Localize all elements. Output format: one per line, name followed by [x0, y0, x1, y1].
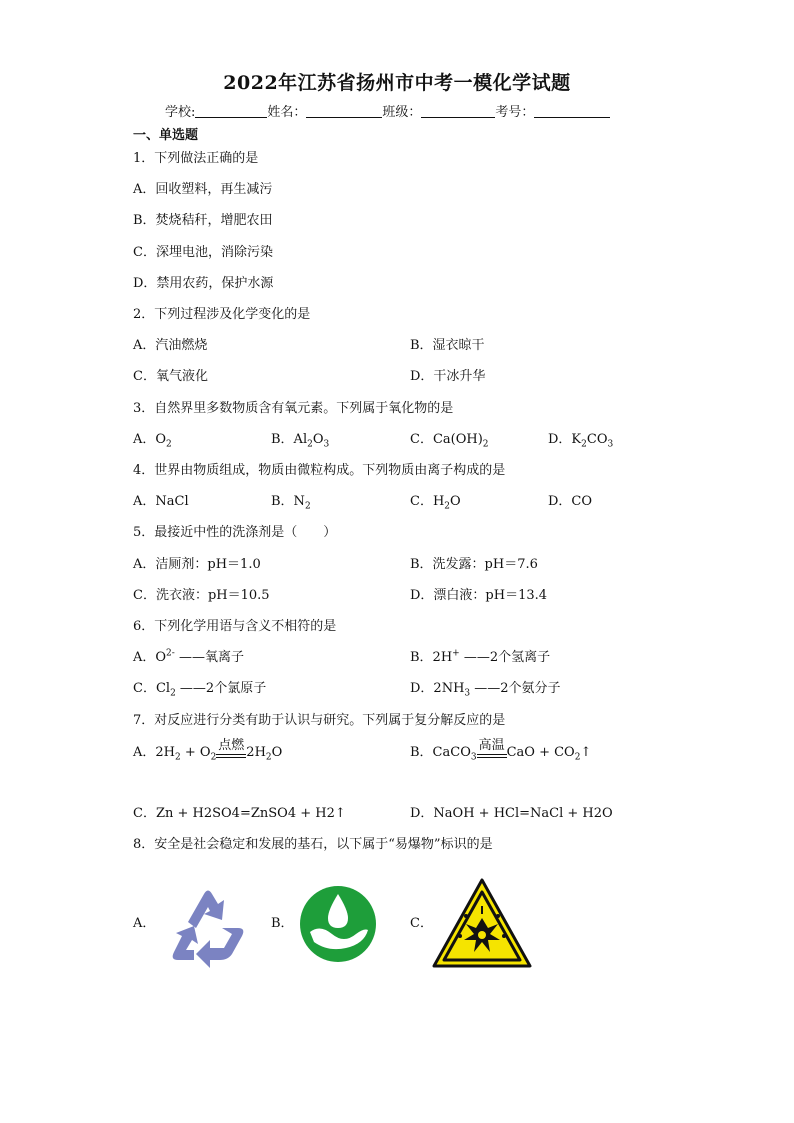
class-blank[interactable] — [421, 105, 495, 118]
q2-option-a[interactable]: A．汽油燃烧 — [133, 338, 208, 353]
q2-option-b[interactable]: B．湿衣晾干 — [410, 338, 485, 353]
q7-option-b[interactable]: B．CaCO$_3$ 高温 CaO + $CO_2↑$ — [410, 738, 592, 763]
q4-option-a[interactable]: A．NaCl — [133, 494, 189, 509]
q8-option-a-label[interactable]: A． — [133, 916, 156, 931]
number-blank[interactable] — [534, 105, 610, 118]
water-saving-symbol-icon[interactable] — [298, 884, 378, 964]
recycle-symbol-icon[interactable] — [160, 878, 256, 970]
q5-option-a[interactable]: A．洁厕剂：pH＝1.0 — [133, 557, 261, 572]
q3-option-c[interactable]: C．$Ca(OH)_2$ — [410, 432, 489, 450]
q3-option-b[interactable]: B．$Al_2O_3$ — [271, 432, 330, 450]
q6-option-a[interactable]: A．$O^{2-}$ ——氧离子 — [133, 648, 244, 665]
q4-stem: 4．世界由物质组成，物质由微粒构成。下列物质由离子构成的是 — [133, 463, 506, 478]
q3-option-d[interactable]: D．$K_2CO_3$ — [548, 432, 614, 450]
explosive-warning-symbol-icon[interactable] — [432, 878, 532, 968]
q8-stem: 8．安全是社会稳定和发展的基石，以下属于“易爆物”标识的是 — [133, 837, 493, 852]
q7-a-condition: 点燃 — [216, 738, 246, 762]
section-heading: 一、单选题 — [133, 128, 199, 143]
q7-stem: 7．对反应进行分类有助于认识与研究。下列属于复分解反应的是 — [133, 713, 506, 728]
school-label: 学校: — [165, 105, 196, 120]
q6-option-c[interactable]: C．$Cl_2$ ——2个氯原子 — [133, 681, 267, 699]
q1-option-c[interactable]: C．深埋电池，消除污染 — [133, 245, 273, 260]
q2-option-c[interactable]: C．氧气液化 — [133, 369, 208, 384]
q8-option-b-label[interactable]: B． — [271, 916, 294, 931]
q5-option-c[interactable]: C．洗衣液：pH＝10.5 — [133, 588, 270, 603]
q8-option-c-label[interactable]: C． — [410, 916, 433, 931]
q5-option-d[interactable]: D．漂白液：pH＝13.4 — [410, 588, 548, 603]
q5-stem: 5．最接近中性的洗涤剂是（ ） — [133, 525, 337, 540]
name-label: 姓名： — [267, 105, 307, 120]
q3-stem: 3．自然界里多数物质含有氧元素。下列属于氧化物的是 — [133, 401, 454, 416]
q1-option-b[interactable]: B．焚烧秸秆，增肥农田 — [133, 213, 273, 228]
page-title: 2022年江苏省扬州市中考一模化学试题 — [223, 72, 571, 94]
q1-option-d[interactable]: D．禁用农药，保护水源 — [133, 276, 274, 291]
q3-option-a[interactable]: A．$O_2$ — [133, 432, 172, 450]
q7-b-condition: 高温 — [477, 738, 507, 762]
q5-option-b[interactable]: B．洗发露：pH＝7.6 — [410, 557, 538, 572]
q2-option-d[interactable]: D．干冰升华 — [410, 369, 486, 384]
q1-option-a[interactable]: A．回收塑料，再生减污 — [133, 182, 273, 197]
class-label: 班级： — [382, 105, 422, 120]
q6-stem: 6．下列化学用语与含义不相符的是 — [133, 619, 337, 634]
student-info-row — [165, 101, 610, 120]
q1-stem: 1．下列做法正确的是 — [133, 151, 259, 166]
q2-stem: 2．下列过程涉及化学变化的是 — [133, 307, 311, 322]
school-blank[interactable] — [195, 105, 267, 118]
q7-option-a[interactable]: A．$2H_2 + O_2$ 点燃 $2H_2O$ — [133, 738, 283, 763]
number-label: 考号： — [495, 105, 535, 120]
q7-option-c[interactable]: C．Zn + H2SO4=ZnSO4 + H2↑ — [133, 806, 346, 821]
q4-option-d[interactable]: D．CO — [548, 494, 593, 509]
q6-option-d[interactable]: D．$2NH_3$ ——2个氨分子 — [410, 681, 561, 699]
q7-option-d[interactable]: D．NaOH + HCl=NaCl + H2O — [410, 806, 613, 821]
q4-option-b[interactable]: B．$N_2$ — [271, 494, 311, 512]
q4-option-c[interactable]: C．$H_2O$ — [410, 494, 461, 512]
q6-option-b[interactable]: B．2H+ ——2个氢离子 — [410, 648, 551, 665]
name-blank[interactable] — [306, 105, 382, 118]
